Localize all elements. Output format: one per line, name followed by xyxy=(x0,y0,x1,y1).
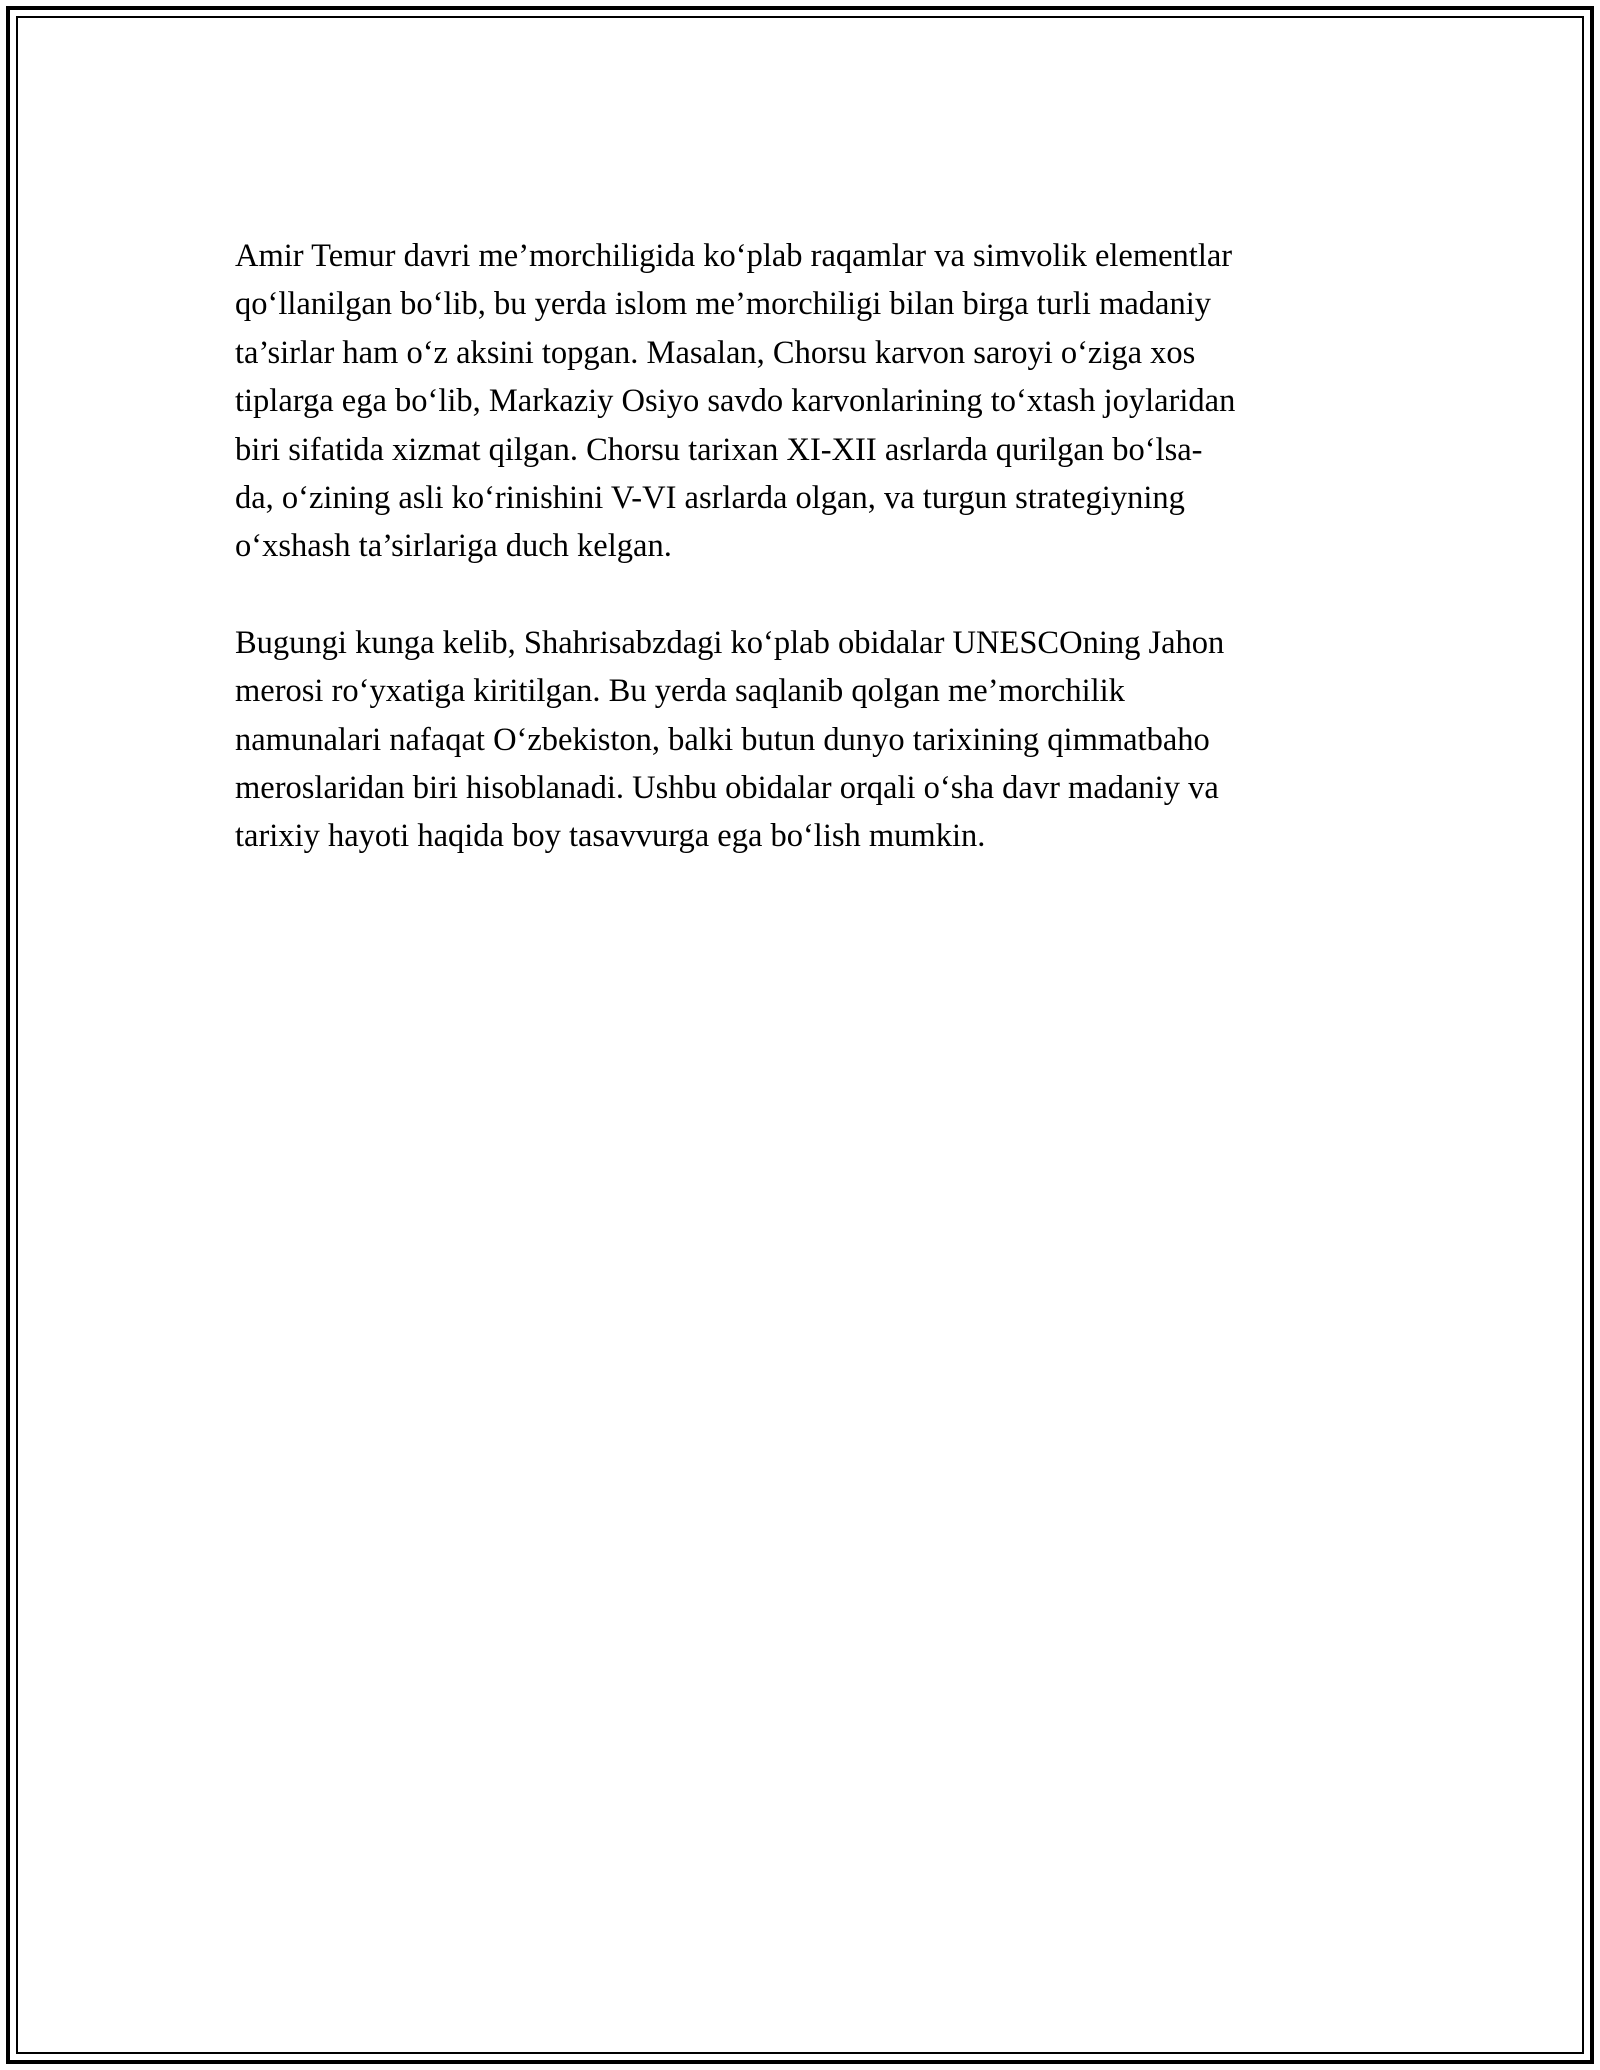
paragraph-line: tiplarga ega bo‘lib, Markaziy Osiyo savdo karvonlarining to‘xtash joylaridan xyxy=(235,383,1236,420)
paragraph-2 xyxy=(235,619,1375,861)
paragraph-line: namunalari nafaqat O‘zbekiston, balki butun dunyo tarixining qimmatbaho xyxy=(235,721,1210,758)
paragraph-line: biri sifatida xizmat qilgan. Chorsu tarixan XI-XII asrlarda qurilgan bo‘lsa- xyxy=(235,431,1203,468)
paragraph-line: ta’sirlar ham o‘z aksini topgan. Masalan, Chorsu karvon saroyi o‘ziga xos xyxy=(235,334,1196,371)
paragraph-line: merosi ro‘yxatiga kiritilgan. Bu yerda saqlanib qolgan me’morchilik xyxy=(235,673,1125,710)
paragraph-line: meroslaridan biri hisoblanadi. Ushbu obidalar orqali o‘sha davr madaniy va xyxy=(235,770,1219,807)
paragraph-line: Amir Temur davri me’morchiligida ko‘plab raqamlar va simvolik elementlar xyxy=(235,238,1233,274)
paragraph-1 xyxy=(235,232,1375,571)
paragraph-line: tarixiy hayoti haqida boy tasavvurga ega bo‘lish mumkin. xyxy=(235,818,986,855)
paragraph-line: Bugungi kunga kelib, Shahrisabzdagi ko‘plab obidalar UNESCOning Jahon xyxy=(235,624,1225,661)
document-body xyxy=(235,232,1375,909)
paragraph-line: o‘xshash ta’sirlariga duch kelgan. xyxy=(235,528,672,565)
paragraph-line: da, o‘zining asli ko‘rinishini V-VI asrlarda olgan, va turgun strategiyning xyxy=(235,480,1185,517)
paragraph-line: qo‘llanilgan bo‘lib, bu yerda islom me’morchiligi bilan birga turli madaniy xyxy=(235,286,1211,323)
